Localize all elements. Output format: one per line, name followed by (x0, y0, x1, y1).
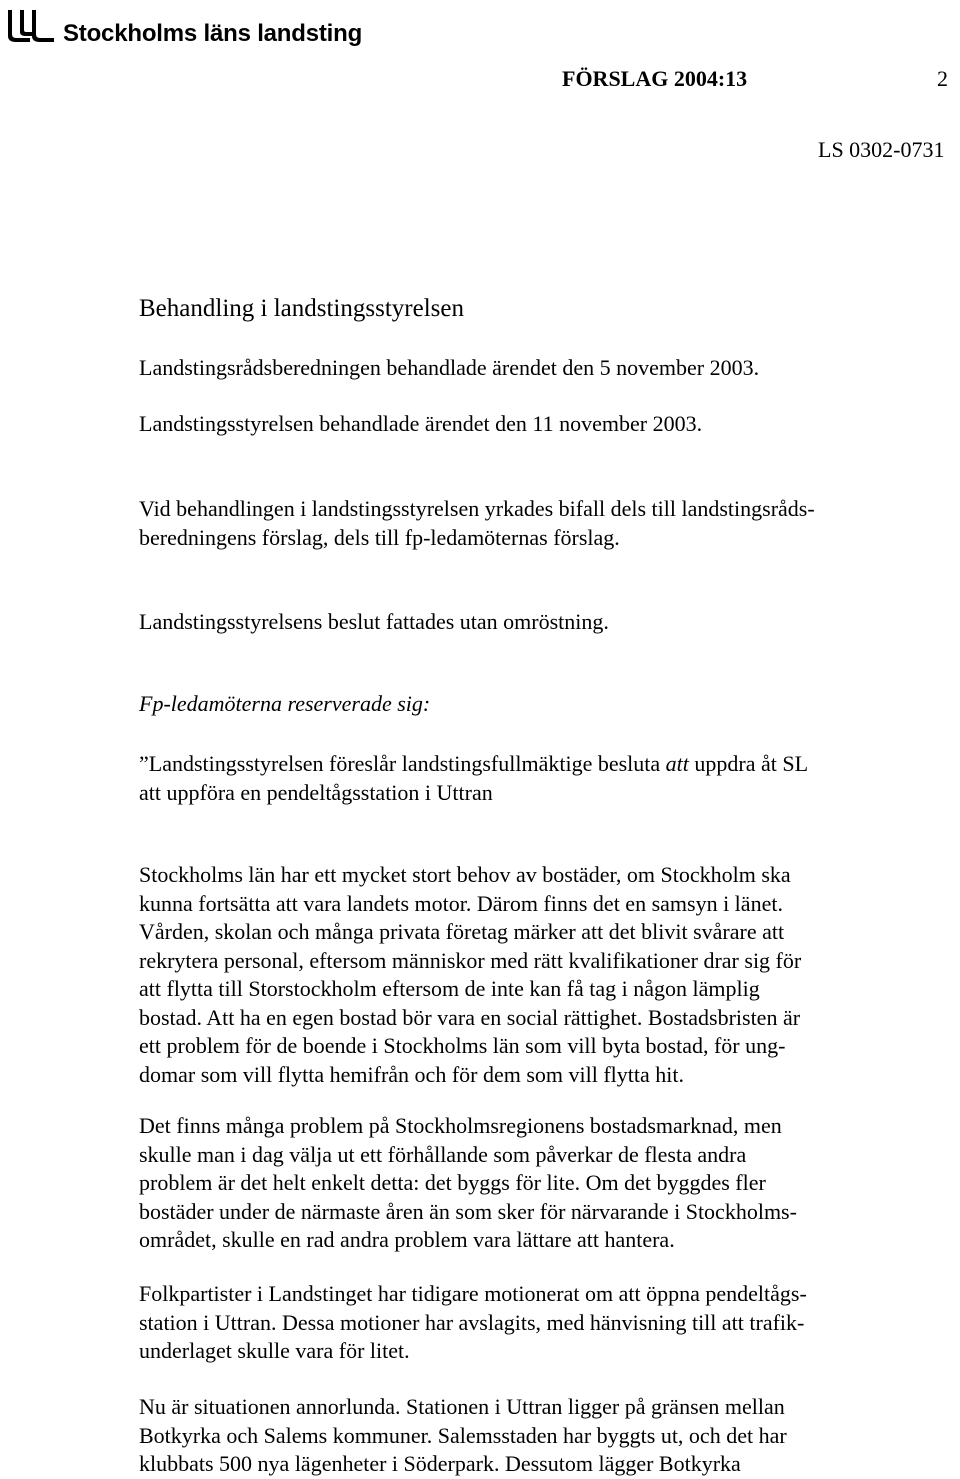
document-title: FÖRSLAG 2004:13 (562, 66, 748, 91)
paragraph-4 (139, 608, 919, 637)
body-paragraph-4 (139, 1393, 919, 1479)
paragraph-1-text: Landstingsrådsberedningen behandlade ärendet den 5 november 2003. (139, 355, 760, 380)
reservation-quote (139, 750, 919, 807)
page-number: 2 (937, 66, 948, 91)
body-line: station i Uttran. Dessa motioner har avslagits, med hänvisning till att trafik- (139, 1309, 805, 1335)
body-line: området, skulle en rad andra problem vara lättare att hantera. (139, 1227, 675, 1252)
body-line: Botkyrka och Salems kommuner. Salemsstaden har byggts ut, och det har (139, 1422, 787, 1448)
body-line: ett problem för de boende i Stockholms län som vill byta bostad, för ung- (139, 1033, 786, 1058)
reservation-heading-text: Fp-ledamöterna reserverade sig: (139, 691, 431, 716)
body-line: Vården, skolan och många privata företag märker att det blivit svårare att (139, 919, 785, 944)
body-line: Folkpartister i Landstinget har tidigare motionerat om att öppna pendeltågs- (139, 1281, 807, 1306)
paragraph-2-text: Landstingsstyrelsen behandlade ärendet den 11 november 2003. (139, 411, 703, 436)
body-line: problem är det helt enkelt detta: det byggs för lite. Om det byggdes fler (139, 1170, 766, 1195)
quote-line (139, 750, 919, 779)
paragraph-1 (139, 354, 919, 383)
body-paragraph-3 (139, 1280, 919, 1366)
section-heading: Behandling i landstingsstyrelsen (139, 295, 464, 322)
body-line: skulle man i dag välja ut ett förhållande som påverkar de flesta andra (139, 1141, 747, 1167)
sll-logo-mark-icon (6, 8, 56, 44)
body-line: bostad. Att ha en egen bostad bör vara en social rättighet. Bostadsbristen är (139, 1004, 801, 1030)
body-line: Stockholms län har ett mycket stort behov av bostäder, om Stockholm ska (139, 862, 791, 887)
body-line: att flytta till Storstockholm eftersom de inte kan få tag i någon lämplig (139, 976, 760, 1001)
body-line: klubbats 500 nya lägenheter i Söderpark. Dessutom lägger Botkyrka (139, 1451, 741, 1476)
quote-text: uppdra åt SL (688, 751, 809, 776)
body-line: underlaget skulle vara för litet. (139, 1338, 410, 1363)
quote-text: ”Landstingsstyrelsen föreslår landstingsfullmäktige besluta (139, 751, 666, 776)
paragraph-2 (139, 410, 919, 439)
body-line: bostäder under de närmaste åren än som sker för närvarande i Stockholms- (139, 1198, 797, 1224)
quote-line: att uppföra en pendeltågsstation i Uttran (139, 779, 493, 805)
logo (6, 8, 362, 49)
body-line: domar som vill flytta hemifrån och för dem som vill flytta hit. (139, 1061, 685, 1087)
quote-emphasis: att (665, 751, 689, 776)
document-reference: LS 0302-0731 (818, 137, 945, 162)
body-line: Det finns många problem på Stockholmsregionens bostadsmarknad, men (139, 1113, 782, 1138)
paragraph-4-text: Landstingsstyrelsens beslut fattades utan omröstning. (139, 609, 609, 634)
paragraph-3-line: beredningens förslag, dels till fp-ledamöternas förslag. (139, 524, 620, 550)
body-paragraph-1 (139, 861, 919, 1089)
body-line: Nu är situationen annorlunda. Stationen i Uttran ligger på gränsen mellan (139, 1394, 785, 1419)
body-line: rekrytera personal, eftersom människor med rätt kvalifikationer drar sig för (139, 947, 802, 973)
body-paragraph-2 (139, 1112, 919, 1255)
logo-text: Stockholms läns landsting (63, 20, 363, 47)
paragraph-3-line: Vid behandlingen i landstingsstyrelsen yrkades bifall dels till landstingsråds- (139, 496, 815, 521)
reservation-heading (139, 690, 919, 719)
body-line: kunna fortsätta att vara landets motor. Därom finns det en samsyn i länet. (139, 890, 783, 916)
paragraph-3 (139, 495, 919, 552)
